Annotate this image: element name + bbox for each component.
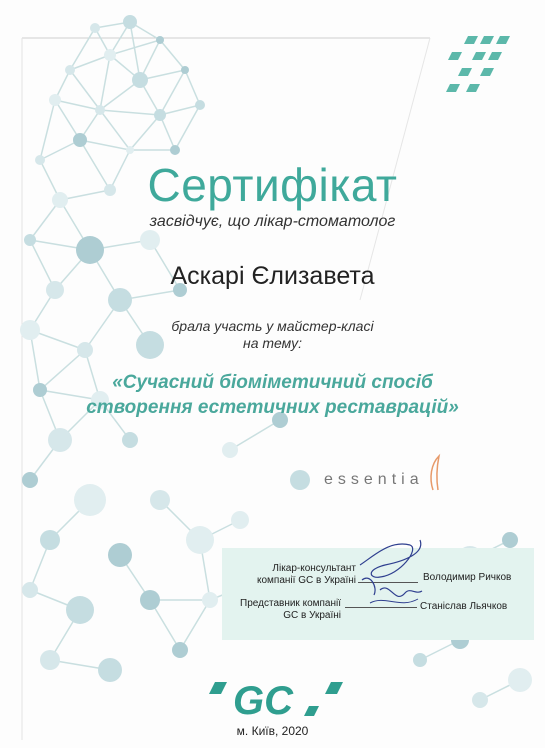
molecule-node [122,432,138,448]
role-2-line-2: GC в Україні [283,610,341,621]
role-1-line-1: Лікар-консультант [272,563,356,574]
certificate-title: Сертифікат [147,159,398,211]
molecule-node [186,526,214,554]
molecule-node [181,66,189,74]
participation-line-2: на тему: [242,335,302,351]
molecule-node [95,105,105,115]
signatory-name-2: Станіслав Льячков [420,601,508,612]
molecule-node [195,100,205,110]
molecule-node [413,653,427,667]
molecule-bond [40,100,55,160]
molecule-node [154,109,166,121]
topic-line-1: «Сучасний біоміметичний спосіб [112,372,433,393]
molecule-node [150,490,170,510]
molecule-node [90,23,100,33]
molecule-node [22,472,38,488]
molecule-bond [100,110,130,150]
diamond-pattern-icon [446,36,510,92]
molecule-node [472,692,488,708]
molecule-bond [130,22,140,80]
molecule-node [22,582,38,598]
molecule-node [132,72,148,88]
molecule-bond [55,100,80,140]
certificate-subtitle: засвідчує, що лікар-стоматолог [149,213,396,230]
molecule-node [202,592,218,608]
molecule-node [156,36,164,44]
essentia-swoosh-icon [425,452,447,492]
city-year: м. Київ, 2020 [236,724,309,738]
molecule-bond [100,110,160,115]
molecule-bond [70,28,95,70]
role-2-line-1: Представник компанії [240,598,341,609]
participation-line-1: брала участь у майстер-класі [171,318,374,334]
molecule-node [65,65,75,75]
molecule-node [108,543,132,567]
masterclass-topic [0,370,545,420]
role-1-line-2: компанії GC в Україні [257,575,356,586]
molecule-node [290,470,310,490]
molecule-node [76,236,104,264]
molecule-bond [100,55,110,110]
molecule-node [508,668,532,692]
molecule-bond [185,70,200,105]
molecule-bond [175,105,200,150]
recipient-name: Аскарі Єлизавета [170,262,375,290]
molecule-node [73,133,87,147]
molecule-bond [160,70,185,115]
topic-line-2: створення естетичних реставрацій» [86,397,459,418]
molecule-bond [70,55,110,70]
signature-role-1 [226,563,356,587]
gc-logo-icon [205,676,355,720]
molecule-node [66,596,94,624]
molecule-bond [160,40,185,70]
gc-logo-text: GC [233,679,293,720]
molecule-bond [180,600,210,650]
molecule-bond [130,115,160,150]
participation-text [0,318,545,352]
molecule-bond [160,105,200,115]
molecule-node [172,642,188,658]
molecule-node [126,146,134,154]
essentia-brand: essentia [324,471,424,488]
molecule-node [140,590,160,610]
molecule-node [222,442,238,458]
molecule-node [502,532,518,548]
molecule-node [40,530,60,550]
molecule-node [123,15,137,29]
signature-role-2 [226,598,341,622]
molecule-node [98,658,122,682]
molecule-bond [230,420,280,450]
molecule-node [108,288,132,312]
signatory-name-1: Володимир Ричков [423,572,512,583]
molecule-node [140,230,160,250]
molecule-node [231,511,249,529]
molecule-node [49,94,61,106]
molecule-node [24,234,36,246]
molecule-bond [80,140,130,150]
molecule-node [170,145,180,155]
molecule-node [74,484,106,516]
handwritten-signature-icon [350,535,440,615]
molecule-node [48,428,72,452]
molecule-node [40,650,60,670]
molecule-node [104,49,116,61]
